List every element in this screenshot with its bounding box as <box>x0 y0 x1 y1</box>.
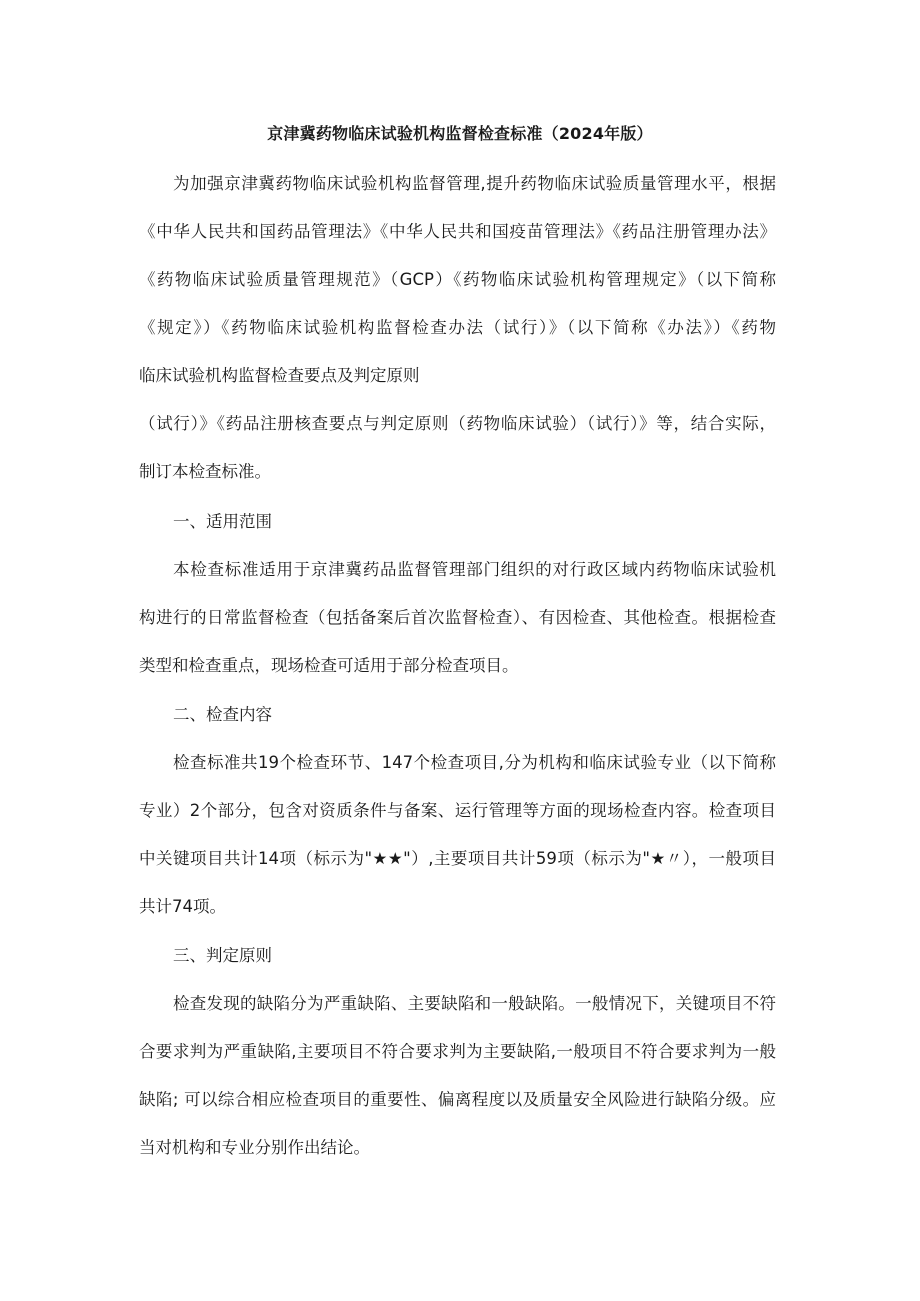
paragraph-line: 《中华人民共和国药品管理法》《中华人民共和国疫苗管理法》《药品注册管理办法》 <box>139 222 776 241</box>
document-title: 京津冀药物临床试验机构监督检查标准（2024年版） <box>267 124 653 143</box>
section-heading-principles: 三、判定原则 <box>173 946 272 965</box>
paragraph-line: 专业）2个部分，包含对资质条件与备案、运行管理等方面的现场检查内容。检查项目 <box>139 801 776 820</box>
paragraph-line: 检查发现的缺陷分为严重缺陷、主要缺陷和一般缺陷。一般情况下，关键项目不符 <box>173 994 776 1013</box>
paragraph-line: 检查标准共19个检查环节、147个检查项目,分为机构和临床试验专业（以下简称 <box>173 753 776 772</box>
paragraph-line: 临床试验机构监督检查要点及判定原则 <box>139 366 420 385</box>
section-heading-content: 二、检查内容 <box>173 705 272 724</box>
paragraph-line: 《规定》）《药物临床试验机构监督检查办法（试行）》（以下简称《办法》）《药物 <box>139 318 776 337</box>
paragraph-line: 本检查标准适用于京津冀药品监督管理部门组织的对行政区域内药物临床试验机 <box>173 560 776 579</box>
paragraph-line: 构进行的日常监督检查（包括备案后首次监督检查）、有因检查、其他检查。根据检查 <box>139 608 776 627</box>
paragraph-line: 制订本检查标准。 <box>139 462 271 481</box>
paragraph-line: 为加强京津冀药物临床试验机构监督管理,提升药物临床试验质量管理水平，根据 <box>173 174 776 193</box>
paragraph-line: 中关键项目共计14项（标示为"★★"）,主要项目共计59项（标示为"★〃），一般项目 <box>139 849 776 868</box>
paragraph-line: 共计74项。 <box>139 897 226 916</box>
paragraph-line: （试行）》《药品注册核查要点与判定原则（药物临床试验）（试行）》等，结合实际， <box>139 414 776 433</box>
paragraph-line: 合要求判为严重缺陷,主要项目不符合要求判为主要缺陷,一般项目不符合要求判为一般 <box>139 1042 776 1061</box>
paragraph-line: 当对机构和专业分别作出结论。 <box>139 1138 370 1157</box>
paragraph-line: 缺陷; 可以综合相应检查项目的重要性、偏离程度以及质量安全风险进行缺陷分级。应 <box>139 1090 776 1109</box>
paragraph-line: 《药物临床试验质量管理规范》（GCP）《药物临床试验机构管理规定》（以下简称 <box>139 270 776 289</box>
paragraph-line: 类型和检查重点，现场检查可适用于部分检查项目。 <box>139 656 519 675</box>
section-heading-scope: 一、适用范围 <box>173 512 272 531</box>
